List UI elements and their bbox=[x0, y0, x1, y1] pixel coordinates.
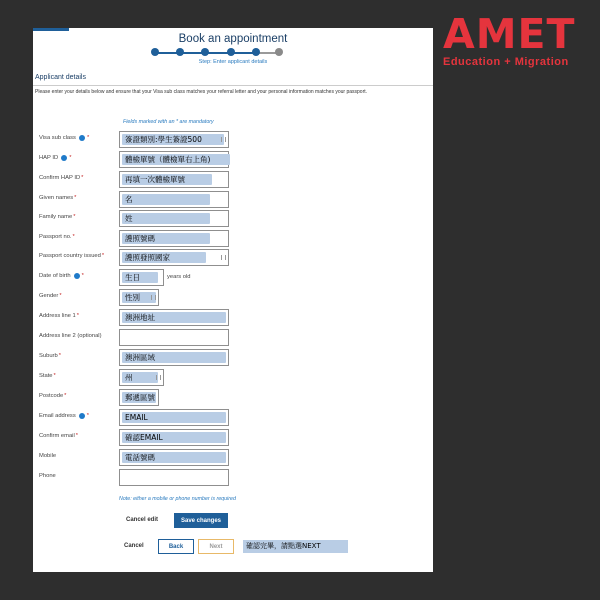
section-title: Applicant details bbox=[35, 74, 86, 81]
field-value: 名 bbox=[122, 194, 210, 205]
required-marker: * bbox=[81, 273, 84, 279]
state-label bbox=[39, 373, 56, 379]
mobile-label bbox=[39, 453, 56, 459]
progress-step-dot bbox=[176, 48, 184, 56]
back-button[interactable]: Back bbox=[158, 539, 194, 554]
required-marker: * bbox=[53, 373, 56, 379]
field-value: 護照號碼 bbox=[122, 233, 210, 244]
field-label-text: Postcode bbox=[39, 393, 64, 399]
required-marker: * bbox=[76, 313, 79, 319]
field-label-text: Date of birth bbox=[39, 273, 71, 279]
intro-text: Please enter your details below and ensure that your Visa sub class matches your referral letter and your personal information matches your passport. bbox=[35, 89, 368, 95]
field-label-text: Passport country issued bbox=[39, 253, 101, 259]
phone-input[interactable] bbox=[119, 469, 229, 486]
brand-tagline: Education + Migration bbox=[443, 56, 569, 68]
age-suffix: years old bbox=[167, 274, 191, 280]
required-marker: * bbox=[69, 155, 72, 161]
required-marker: * bbox=[59, 293, 62, 299]
date-of-birth-label bbox=[39, 273, 84, 279]
field-value: EMAIL bbox=[122, 412, 226, 423]
field-label-text: Confirm email bbox=[39, 433, 75, 439]
required-marker: * bbox=[72, 234, 75, 240]
passport-country-issued-select[interactable] bbox=[119, 249, 229, 266]
required-marker: * bbox=[58, 353, 61, 359]
section-divider bbox=[33, 85, 433, 86]
info-icon[interactable] bbox=[79, 413, 85, 419]
required-marker: * bbox=[81, 175, 84, 181]
required-marker: * bbox=[74, 195, 77, 201]
progress-step-dot bbox=[227, 48, 235, 56]
field-label-text: Mobile bbox=[39, 453, 57, 459]
gender-label bbox=[39, 293, 62, 299]
field-value: 郵遞區號 bbox=[122, 392, 156, 403]
amet-logo bbox=[443, 12, 593, 72]
mobile-input[interactable] bbox=[119, 449, 229, 466]
visa-sub-class-select[interactable] bbox=[119, 131, 229, 148]
suburb-input[interactable] bbox=[119, 349, 229, 366]
confirm-email-label bbox=[39, 433, 78, 439]
required-marker: * bbox=[73, 214, 76, 220]
progress-step-dot-pending bbox=[275, 48, 283, 56]
hap-id-label bbox=[39, 155, 72, 161]
date-of-birth-input[interactable] bbox=[119, 269, 164, 286]
postcode-input[interactable] bbox=[119, 389, 159, 406]
confirm-hap-id-label bbox=[39, 175, 83, 181]
field-value: 性別 bbox=[122, 292, 156, 303]
field-value: 澳洲地址 bbox=[122, 312, 226, 323]
field-label-text: Family name bbox=[39, 214, 73, 220]
address-line-2-optional-input[interactable] bbox=[119, 329, 229, 346]
field-label-text: Given names bbox=[39, 195, 74, 201]
field-label-text: Suburb bbox=[39, 353, 58, 359]
next-button[interactable]: Next bbox=[198, 539, 234, 554]
field-value: 護照發照國家 bbox=[122, 252, 206, 263]
confirm-email-input[interactable] bbox=[119, 429, 229, 446]
field-label-text: Address line 1 bbox=[39, 313, 76, 319]
field-label-text: Phone bbox=[39, 473, 56, 479]
required-marker: * bbox=[101, 253, 105, 259]
passport-country-issued-label bbox=[39, 253, 104, 259]
field-value: 生日 bbox=[122, 272, 158, 283]
field-label-text: HAP ID bbox=[39, 155, 59, 161]
cancel-edit-link[interactable]: Cancel edit bbox=[126, 517, 159, 523]
progress-step-dot bbox=[201, 48, 209, 56]
required-marker: * bbox=[64, 393, 67, 399]
field-label-text: State bbox=[39, 373, 53, 379]
field-value: 電話號碼 bbox=[122, 452, 226, 463]
field-value: 確認EMAIL bbox=[122, 432, 226, 443]
passport-no-input[interactable] bbox=[119, 230, 229, 247]
field-value: 姓 bbox=[122, 213, 210, 224]
field-label-text: Email address bbox=[39, 413, 76, 419]
gender-select[interactable] bbox=[119, 289, 159, 306]
field-value: 再填一次體檢單號 bbox=[122, 174, 212, 185]
field-label-text: Gender bbox=[39, 293, 59, 299]
postcode-label bbox=[39, 393, 66, 399]
top-accent-bar bbox=[33, 28, 69, 31]
suburb-label bbox=[39, 353, 61, 359]
field-value: 澳洲區域 bbox=[122, 352, 226, 363]
email-address-input[interactable] bbox=[119, 409, 229, 426]
field-label-text: Confirm HAP ID bbox=[39, 175, 81, 181]
phone-label bbox=[39, 473, 56, 479]
required-marker: * bbox=[86, 135, 90, 141]
save-changes-button[interactable]: Save changes bbox=[174, 513, 228, 528]
mandatory-note: Fields marked with an * are mandatory bbox=[123, 119, 214, 125]
address-line-1-input[interactable] bbox=[119, 309, 229, 326]
booking-form-panel bbox=[33, 28, 433, 572]
passport-no-label bbox=[39, 234, 75, 240]
field-value: 簽證類別:學生簽證500 bbox=[122, 134, 224, 145]
confirm-hap-id-input[interactable] bbox=[119, 171, 229, 188]
next-hint-annotation: 確認完畢，請點選NEXT bbox=[243, 540, 348, 553]
hap-id-input[interactable] bbox=[119, 151, 229, 168]
info-icon[interactable] bbox=[61, 155, 67, 161]
address-line-2-optional-label bbox=[39, 333, 102, 339]
info-icon[interactable] bbox=[74, 273, 80, 279]
step-caption: Step: Enter applicant details bbox=[198, 59, 268, 65]
family-name-input[interactable] bbox=[119, 210, 229, 227]
family-name-label bbox=[39, 214, 75, 220]
visa-sub-class-label bbox=[39, 135, 89, 141]
field-value: 州 bbox=[122, 372, 158, 383]
progress-stepper bbox=[151, 48, 283, 58]
cancel-link[interactable]: Cancel bbox=[124, 543, 144, 549]
given-names-input[interactable] bbox=[119, 191, 229, 208]
progress-step-dot bbox=[151, 48, 159, 56]
required-marker: * bbox=[75, 433, 79, 439]
brand-name: AMET bbox=[443, 10, 576, 58]
progress-step-dot-current bbox=[252, 48, 260, 56]
field-label-text: Visa sub class bbox=[39, 135, 76, 141]
address-line-1-label bbox=[39, 313, 79, 319]
field-label-text: Address line 2 (optional) bbox=[39, 333, 102, 339]
state-select[interactable] bbox=[119, 369, 164, 386]
email-address-label bbox=[39, 413, 89, 419]
info-icon[interactable] bbox=[79, 135, 85, 141]
page-title: Book an appointment bbox=[178, 33, 288, 45]
contact-note: Note: either a mobile or phone number is required bbox=[119, 496, 236, 502]
field-value: 體檢單號（體檢單右上角) bbox=[122, 154, 230, 165]
given-names-label bbox=[39, 195, 76, 201]
field-label-text: Passport no. bbox=[39, 234, 72, 240]
required-marker: * bbox=[86, 413, 89, 419]
